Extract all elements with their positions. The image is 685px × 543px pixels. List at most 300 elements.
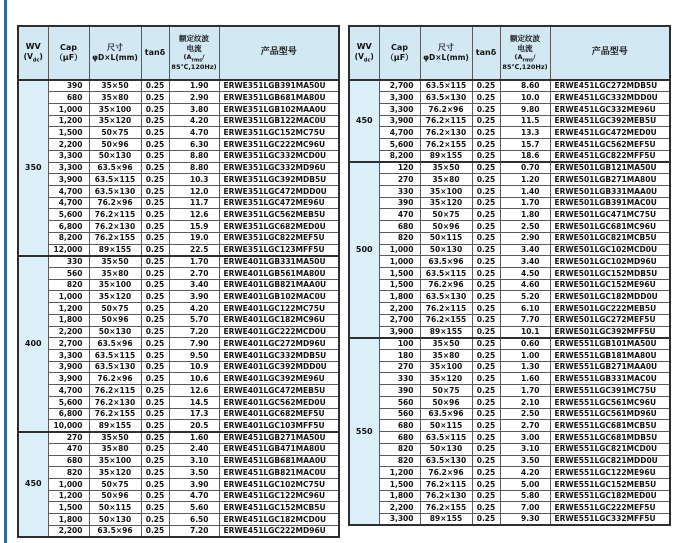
size-cell: 76.2×130 [420,490,472,502]
size-cell: 63.5×130 [89,361,141,373]
cap-cell: 120 [379,162,420,174]
tan-cell: 0.25 [141,502,169,514]
ripple-cell: 13.3 [500,127,550,139]
table-row [349,256,670,268]
wv-group-cell: 400 [18,256,48,432]
cap-cell: 1,200 [379,467,420,479]
tan-cell: 0.25 [141,103,169,115]
size-cell: 63.5×130 [420,455,472,467]
model-cell: ERWE351LGC682MED0U [219,221,339,233]
cap-cell: 5,600 [48,209,89,221]
ripple-cell: 1.60 [169,432,219,444]
size-cell: 63.5×115 [420,432,472,444]
size-cell: 35×100 [89,103,141,115]
wv-group-cell: 450 [18,432,48,537]
tan-cell: 0.25 [141,408,169,420]
tan-cell: 0.25 [141,80,169,92]
ripple-cell: 10.9 [169,361,219,373]
ripple-cell: 8.80 [169,162,219,174]
ripple-cell: 10.1 [500,326,550,338]
table-row [18,185,339,197]
model-cell: ERWE501LGB271MA80U [550,174,670,186]
size-cell: 89×155 [420,514,472,526]
ripple-cell: 2.40 [169,443,219,455]
tan-cell: 0.25 [472,338,500,350]
model-cell: ERWE501LGC681MC96U [550,221,670,233]
size-cell: 50×115 [89,502,141,514]
ripple-cell: 6.30 [169,139,219,151]
ripple-cell: 3.50 [500,455,550,467]
table-row [18,174,339,186]
tan-cell: 0.25 [472,350,500,362]
tan-cell: 0.25 [472,103,500,115]
size-cell: 63.5×96 [420,256,472,268]
ripple-cell: 2.70 [500,420,550,432]
cap-cell: 6,800 [48,408,89,420]
table-row [349,209,670,221]
size-cell: 35×80 [89,268,141,280]
size-cell: 50×96 [89,139,141,151]
cap-cell: 1,000 [48,103,89,115]
model-cell: ERWE351LGB102MAA0U [219,103,339,115]
model-cell: ERWE451LGC822MFF5U [550,150,670,162]
model-cell: ERWE551LGB331MAC0U [550,373,670,385]
ripple-cell: 3.10 [500,443,550,455]
ripple-cell: 3.40 [169,279,219,291]
ripple-cell: 1.70 [500,385,550,397]
model-cell: ERWE451LGB681MAA0U [219,455,339,467]
size-cell: 35×100 [89,279,141,291]
model-cell: ERWE451LGC392MEB5U [550,115,670,127]
table-row [18,373,339,385]
model-cell: ERWE351LGC822MEF5U [219,232,339,244]
cap-cell: 330 [379,373,420,385]
cap-cell: 4,700 [48,185,89,197]
ripple-cell: 6.50 [169,514,219,526]
model-cell: ERWE551LGC681MDB5U [550,432,670,444]
size-cell: 50×96 [89,314,141,326]
table-row [18,80,339,92]
model-cell: ERWE501LGC222MEB5U [550,303,670,315]
ripple-cell: 15.7 [500,139,550,151]
ripple-cell: 7.20 [169,525,219,537]
cap-cell: 470 [48,443,89,455]
cap-cell: 2,200 [48,139,89,151]
model-cell: ERWE351LGC392MDB5U [219,174,339,186]
table-row [18,139,339,151]
model-cell: ERWE501LGB331MAA0U [550,185,670,197]
cap-cell: 820 [48,467,89,479]
size-cell: 35×50 [420,162,472,174]
cap-cell: 180 [379,350,420,362]
size-cell: 35×120 [420,373,472,385]
ripple-cell: 1.70 [500,197,550,209]
model-cell: ERWE501LGC182MDD0U [550,291,670,303]
tan-cell: 0.25 [472,303,500,315]
ripple-cell: 20.5 [169,420,219,432]
table-row [349,139,670,151]
cap-cell: 4,700 [379,127,420,139]
cap-cell: 4,700 [48,385,89,397]
tan-cell: 0.25 [472,432,500,444]
cap-cell: 1,200 [48,490,89,502]
ripple-cell: 1.20 [500,174,550,186]
model-cell: ERWE451LGC122MC96U [219,490,339,502]
cap-cell: 3,900 [379,115,420,127]
ripple-cell: 18.6 [500,150,550,162]
ripple-cell: 3.80 [169,103,219,115]
tan-cell: 0.25 [472,326,500,338]
tan-cell: 0.25 [472,162,500,174]
size-cell: 35×50 [89,256,141,268]
model-cell: ERWE501LGC392MFF5U [550,326,670,338]
model-cell: ERWE401LGC472MEB5U [219,385,339,397]
cap-cell: 1,200 [48,115,89,127]
ripple-cell: 1.40 [500,185,550,197]
tan-cell: 0.25 [141,514,169,526]
cap-cell: 100 [379,338,420,350]
tan-cell: 0.25 [472,279,500,291]
table-row [349,115,670,127]
table-row [349,338,670,350]
ripple-cell: 12.6 [169,385,219,397]
cap-cell: 680 [379,420,420,432]
tan-cell: 0.25 [141,385,169,397]
size-cell: 76.2×96 [420,279,472,291]
size-cell: 35×80 [420,350,472,362]
ripple-cell: 3.40 [500,256,550,268]
size-cell: 50×130 [420,244,472,256]
cap-cell: 2,700 [48,338,89,350]
table-header [18,26,339,80]
size-cell: 76.2×130 [420,127,472,139]
tan-cell: 0.25 [141,338,169,350]
col-header-tan: tanδ [472,26,500,80]
table-row [349,502,670,514]
cap-cell: 2,700 [379,314,420,326]
table-row [349,373,670,385]
tan-cell: 0.25 [472,455,500,467]
size-cell: 76.2×155 [420,139,472,151]
tan-cell: 0.25 [472,92,500,104]
size-cell: 63.5×130 [89,185,141,197]
ripple-cell: 2.50 [500,221,550,233]
table-row [18,197,339,209]
size-cell: 76.2×155 [89,232,141,244]
model-cell: ERWE351LGB681MA80U [219,92,339,104]
ripple-cell: 7.20 [169,326,219,338]
ripple-cell: 7.70 [500,314,550,326]
tan-cell: 0.25 [141,303,169,315]
tan-cell: 0.25 [472,514,500,526]
tan-cell: 0.25 [472,150,500,162]
model-cell: ERWE551LGB101MA50U [550,338,670,350]
col-header-ripple: 额定纹波 电流 ($A_{rms}/$ 85℃,120Hz) [169,26,219,80]
model-cell: ERWE501LGC102MD96U [550,256,670,268]
table-row [349,326,670,338]
table-row [18,326,339,338]
cap-cell: 1,500 [48,127,89,139]
size-cell: 63.5×96 [420,408,472,420]
table-row [18,408,339,420]
model-cell: ERWE501LGC272MEF5U [550,314,670,326]
ripple-cell: 2.10 [500,396,550,408]
table-row [18,221,339,233]
size-cell: 63.5×115 [89,350,141,362]
tan-cell: 0.25 [472,361,500,373]
table-row [349,490,670,502]
size-cell: 76.2×115 [89,385,141,397]
table-row [18,478,339,490]
cap-cell: 1,800 [48,314,89,326]
tan-cell: 0.25 [141,326,169,338]
tan-cell: 0.25 [141,268,169,280]
col-header-size: 尺寸 φD×L(mm) [420,26,472,80]
size-cell: 89×155 [89,244,141,256]
size-cell: 63.5×115 [420,80,472,92]
table-row [18,279,339,291]
table-row [349,432,670,444]
table-row [18,209,339,221]
model-cell: ERWE451LGC272MDB5U [550,80,670,92]
ripple-cell: 3.00 [500,432,550,444]
cap-cell: 820 [379,443,420,455]
table-row [18,244,339,256]
tan-cell: 0.25 [472,385,500,397]
tan-cell: 0.25 [472,174,500,186]
size-cell: 76.2×96 [89,373,141,385]
table-row [349,350,670,362]
table-row [349,232,670,244]
size-cell: 35×100 [420,185,472,197]
ripple-cell: 7.00 [500,502,550,514]
col-header-cap: Cap （μF） [379,26,420,80]
table-row [18,525,339,537]
table-row [18,103,339,115]
ripple-cell: 5.70 [169,314,219,326]
tan-cell: 0.25 [472,268,500,280]
cap-cell: 2,700 [379,80,420,92]
ripple-cell: 1.00 [500,350,550,362]
cap-cell: 1,800 [48,514,89,526]
table-row [18,92,339,104]
ripple-cell: 7.90 [169,338,219,350]
ripple-cell: 0.70 [500,162,550,174]
table-row [18,291,339,303]
size-cell: 50×130 [89,326,141,338]
model-cell: ERWE501LGC471MC75U [550,209,670,221]
tan-cell: 0.25 [141,467,169,479]
tan-cell: 0.25 [141,373,169,385]
cap-cell: 3,300 [48,162,89,174]
ripple-cell: 2.50 [500,408,550,420]
table-row [18,467,339,479]
tan-cell: 0.25 [141,432,169,444]
table-row [18,350,339,362]
table-row [18,115,339,127]
size-cell: 63.5×130 [420,92,472,104]
tan-cell: 0.25 [472,420,500,432]
cap-cell: 1,000 [48,478,89,490]
size-cell: 63.5×96 [89,338,141,350]
table-row [18,396,339,408]
size-cell: 35×80 [420,174,472,186]
ripple-cell: 12.6 [169,209,219,221]
table-row [18,514,339,526]
tan-cell: 0.25 [141,314,169,326]
table-row [349,314,670,326]
size-cell: 76.2×155 [420,502,472,514]
table-row [349,303,670,315]
table-row [349,420,670,432]
tan-cell: 0.25 [472,373,500,385]
table-row [18,338,339,350]
cap-cell: 3,300 [48,350,89,362]
cap-cell: 270 [379,174,420,186]
ripple-cell: 22.5 [169,244,219,256]
tan-cell: 0.25 [472,291,500,303]
size-cell: 50×75 [89,127,141,139]
ripple-cell: 5.00 [500,478,550,490]
tan-cell: 0.25 [472,244,500,256]
size-cell: 35×50 [420,338,472,350]
ripple-cell: 1.60 [500,373,550,385]
cap-cell: 5,600 [379,139,420,151]
ripple-cell: 4.20 [169,115,219,127]
table-row [349,103,670,115]
table-row [349,291,670,303]
ripple-cell: 17.3 [169,408,219,420]
ripple-cell: 11.7 [169,197,219,209]
size-cell: 76.2×115 [420,478,472,490]
cap-cell: 4,700 [48,197,89,209]
tan-cell: 0.25 [472,197,500,209]
table-row [349,185,670,197]
tan-cell: 0.25 [141,361,169,373]
model-cell: ERWE401LGC182MC96U [219,314,339,326]
table-body-right [349,80,670,525]
size-cell: 50×75 [89,478,141,490]
size-cell: 63.5×130 [420,291,472,303]
table-row [18,314,339,326]
cap-cell: 1,500 [379,279,420,291]
tan-cell: 0.25 [141,162,169,174]
cap-cell: 1,200 [48,303,89,315]
ripple-cell: 3.90 [169,291,219,303]
ripple-cell: 4.60 [500,279,550,291]
tan-cell: 0.25 [472,80,500,92]
cap-cell: 5,600 [48,396,89,408]
model-cell: ERWE551LGC122ME96U [550,467,670,479]
ripple-cell: 5.60 [169,502,219,514]
model-cell: ERWE401LGC562MED0U [219,396,339,408]
model-cell: ERWE451LGC472MED0U [550,127,670,139]
table-row [18,420,339,432]
table-row [349,197,670,209]
cap-cell: 2,200 [379,502,420,514]
cap-cell: 6,800 [48,221,89,233]
col-header-tan: tanδ [141,26,169,80]
size-cell: 89×155 [89,420,141,432]
cap-cell: 1,500 [48,502,89,514]
tan-cell: 0.25 [472,314,500,326]
tan-cell: 0.25 [472,443,500,455]
table-body-left [18,80,339,537]
model-cell: ERWE351LGC472MDD0U [219,185,339,197]
table-row [349,244,670,256]
ripple-cell: 10.0 [500,92,550,104]
tan-cell: 0.25 [141,256,169,268]
ripple-cell: 3.90 [169,478,219,490]
ripple-cell: 12.0 [169,185,219,197]
ripple-cell: 2.90 [169,92,219,104]
tan-cell: 0.25 [141,185,169,197]
ripple-cell: 3.50 [169,467,219,479]
tan-cell: 0.25 [472,139,500,151]
table-row [349,92,670,104]
ripple-cell: 5.80 [500,490,550,502]
table-row [349,478,670,490]
tan-cell: 0.25 [141,127,169,139]
wv-group-cell: 350 [18,80,48,256]
size-cell: 76.2×155 [89,408,141,420]
size-cell: 50×115 [420,232,472,244]
spec-table-left [17,25,340,538]
size-cell: 63.5×115 [420,268,472,280]
tan-cell: 0.25 [472,396,500,408]
table-row [349,361,670,373]
col-header-wv: WV $(V_{dc})$ [18,26,48,80]
tan-cell: 0.25 [141,232,169,244]
cap-cell: 390 [48,80,89,92]
ripple-cell: 14.5 [169,396,219,408]
size-cell: 35×50 [89,80,141,92]
ripple-cell: 4.50 [500,268,550,280]
table-row [18,432,339,444]
cap-cell: 680 [48,92,89,104]
table-row [18,490,339,502]
table-row [349,385,670,397]
tan-cell: 0.25 [472,502,500,514]
model-cell: ERWE551LGC821MCD0U [550,443,670,455]
model-cell: ERWE451LGB471MA80U [219,443,339,455]
tan-cell: 0.25 [141,490,169,502]
tan-cell: 0.25 [141,92,169,104]
size-cell: 50×130 [89,150,141,162]
size-cell: 76.2×115 [420,303,472,315]
ripple-cell: 0.60 [500,338,550,350]
model-cell: ERWE401LGC392ME96U [219,373,339,385]
table-row [18,256,339,268]
col-header-model: 产品型号 [219,26,339,80]
model-cell: ERWE401LGB331MA50U [219,256,339,268]
size-cell: 76.2×96 [89,197,141,209]
cap-cell: 390 [379,197,420,209]
cap-cell: 10,000 [48,420,89,432]
model-cell: ERWE351LGB391MA50U [219,80,339,92]
tan-cell: 0.25 [472,408,500,420]
size-cell: 35×120 [89,467,141,479]
size-cell: 50×115 [420,420,472,432]
size-cell: 76.2×96 [420,467,472,479]
model-cell: ERWE551LGC152MEB5U [550,478,670,490]
cap-cell: 330 [379,185,420,197]
tan-cell: 0.25 [472,209,500,221]
table-row [18,502,339,514]
size-cell: 35×120 [89,291,141,303]
model-cell: ERWE401LGC272MD96U [219,338,339,350]
table-row [18,443,339,455]
